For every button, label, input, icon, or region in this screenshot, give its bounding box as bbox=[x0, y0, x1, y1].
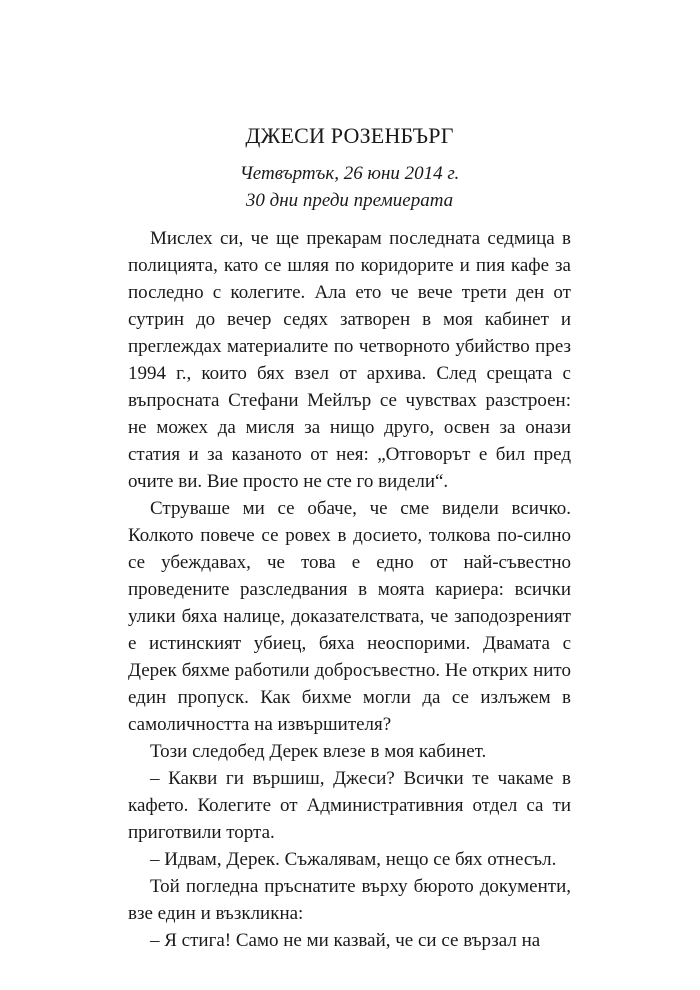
chapter-countdown-line: 30 дни преди премиерата bbox=[245, 190, 454, 211]
book-page bbox=[128, 0, 571, 954]
chapter-title: ДЖЕСИ РОЗЕНБЪРГ bbox=[245, 123, 454, 148]
dialogue-paragraph: – Какви ги вършиш, Джеси? Всички те чакаме в кафето. Колегите от Административния отдел са ти приготвили торта. bbox=[128, 768, 571, 843]
dialogue-paragraph: – Я стига! Само не ми казвай, че си се вързал на bbox=[150, 930, 541, 951]
paragraph: Той погледна пръснатите върху бюрото документи, взе един и възкликна: bbox=[128, 876, 571, 924]
dialogue-paragraph: – Идвам, Дерек. Съжалявам, нещо се бях отнесъл. bbox=[150, 849, 557, 870]
chapter-date-line: Четвъртък, 26 юни 2014 г. bbox=[239, 163, 460, 184]
paragraph: Мислех си, че ще прекарам последната седмица в полицията, като се шляя по коридорите и пия кафе за последно с колегите. Ала ето че вече трети ден от сутрин до вечер седях затворен в моя кабинет и преглеждах материалите по четворното убийство през 1994 г., които бях взел от архива. След срещата с въпросната Стефани Мейлър се чувствах разстроен: не можех да мисля за нищо друго, освен за онази статия и за казаното от нея: „Отговорът е бил пред очите ви. Вие просто не сте го видели“. bbox=[128, 228, 571, 492]
chapter-body bbox=[128, 225, 571, 954]
paragraph: Този следобед Дерек влезе в моя кабинет. bbox=[150, 741, 487, 762]
paragraph: Струваше ми се обаче, че сме видели всичко. Колкото повече се ровех в досието, толкова по-силно се убеждавах, че това е едно от най-съвестно проведените разследвания в моята кариера: всички улики бяха налице, доказателствата, че заподозреният е истинският убиец, бяха неоспорими. Двамата с Дерек бяхме работили добросъвестно. Не открих нито един пропуск. Как бихме могли да се излъжем в самоличността на извършителя? bbox=[128, 498, 571, 735]
